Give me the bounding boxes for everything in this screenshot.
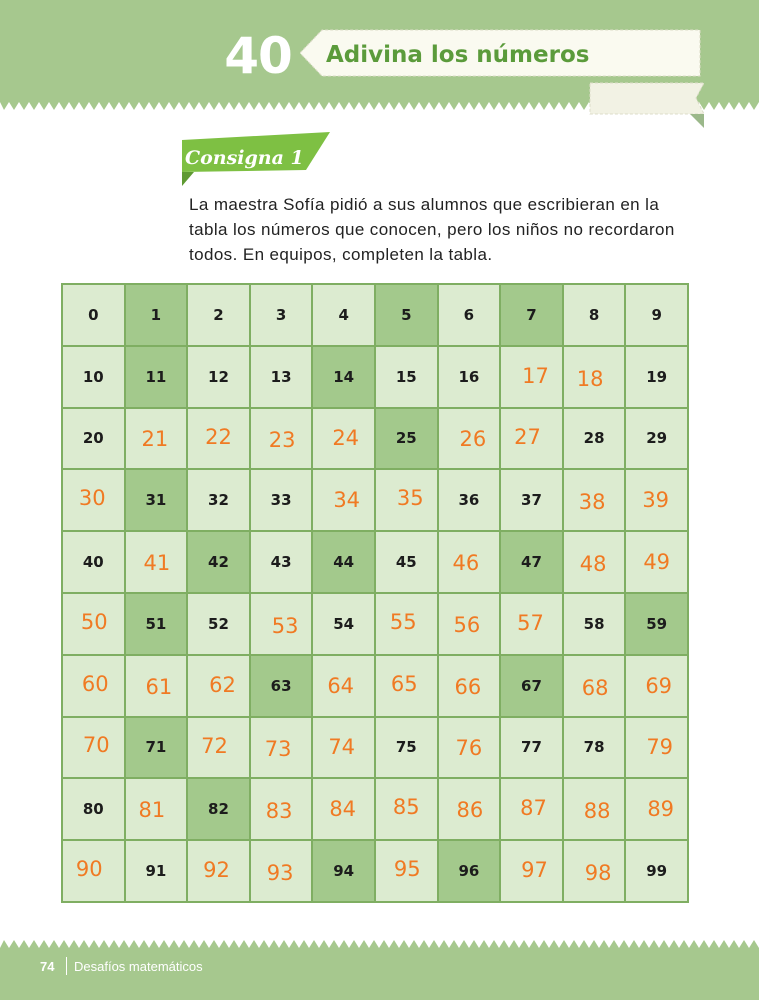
handwritten-number-cell xyxy=(626,718,687,778)
footer-separator xyxy=(66,957,67,975)
handwritten-number-cell xyxy=(564,532,625,592)
printed-number-cell xyxy=(126,470,187,530)
cell-number: 99 xyxy=(646,862,668,881)
handwritten-number-cell xyxy=(626,470,687,530)
handwritten-number-cell xyxy=(313,779,374,839)
cell-number: 19 xyxy=(646,367,668,386)
cell-number: 91 xyxy=(145,862,167,881)
instructions-text: La maestra Sofía pidió a sus alumnos que escribieran en la tabla los números que conocen, pero los niños no recordaron todos. En equipos, completen la tabla. xyxy=(189,195,675,264)
cell-number: 30 xyxy=(78,486,106,511)
handwritten-number-cell xyxy=(626,779,687,839)
handwritten-number-cell xyxy=(126,409,187,469)
lesson-number: 40 xyxy=(224,27,292,85)
cell-number: 1 xyxy=(150,305,162,324)
printed-number-cell xyxy=(626,409,687,469)
cell-number: 64 xyxy=(327,673,355,698)
cell-number: 23 xyxy=(268,428,296,453)
handwritten-number-cell xyxy=(564,656,625,716)
handwritten-number-cell xyxy=(564,347,625,407)
printed-number-cell xyxy=(188,285,249,345)
handwritten-number-cell xyxy=(439,718,500,778)
handwritten-number-cell xyxy=(313,718,374,778)
printed-number-cell xyxy=(439,285,500,345)
cell-number: 72 xyxy=(201,734,228,759)
printed-number-cell xyxy=(63,409,124,469)
handwritten-number-cell xyxy=(63,718,124,778)
handwritten-number-cell xyxy=(439,594,500,654)
cell-number: 98 xyxy=(584,861,612,886)
cell-number: 90 xyxy=(75,857,103,882)
cell-number: 88 xyxy=(583,799,611,824)
handwritten-number-cell xyxy=(439,656,500,716)
cell-number: 22 xyxy=(205,425,232,450)
printed-number-cell xyxy=(626,841,687,901)
printed-number-cell xyxy=(63,285,124,345)
cell-number: 87 xyxy=(520,796,547,821)
cell-number: 78 xyxy=(583,738,605,757)
cell-number: 7 xyxy=(526,305,537,324)
cell-number: 29 xyxy=(646,429,668,448)
printed-number-cell xyxy=(126,841,187,901)
cell-number: 97 xyxy=(521,858,548,883)
cell-number: 28 xyxy=(583,429,605,448)
cell-number: 47 xyxy=(521,553,542,572)
book-title: Desafíos matemáticos xyxy=(74,959,203,974)
cell-number: 66 xyxy=(454,674,482,699)
handwritten-number-cell xyxy=(376,470,437,530)
cell-number: 51 xyxy=(145,614,167,633)
cell-number: 32 xyxy=(208,491,229,510)
printed-number-cell xyxy=(63,532,124,592)
handwritten-number-cell xyxy=(564,779,625,839)
cell-number: 69 xyxy=(645,673,673,698)
cell-number: 4 xyxy=(338,305,349,324)
printed-number-cell xyxy=(626,285,687,345)
printed-number-cell xyxy=(439,841,500,901)
cell-number: 42 xyxy=(208,553,229,572)
cell-number: 8 xyxy=(588,305,600,324)
cell-number: 89 xyxy=(647,797,675,822)
cell-number: 43 xyxy=(270,553,292,572)
handwritten-number-cell xyxy=(439,409,500,469)
printed-number-cell xyxy=(564,594,625,654)
cell-number: 81 xyxy=(138,798,166,823)
cell-number: 54 xyxy=(333,614,355,633)
cell-number: 11 xyxy=(145,367,167,386)
handwritten-number-cell xyxy=(501,841,562,901)
cell-number: 68 xyxy=(581,675,609,700)
cell-number: 0 xyxy=(88,305,99,324)
cell-number: 12 xyxy=(208,367,229,386)
printed-number-cell xyxy=(439,470,500,530)
page-number: 74 xyxy=(40,959,55,974)
cell-number: 21 xyxy=(141,427,169,452)
handwritten-number-cell xyxy=(439,779,500,839)
cell-number: 24 xyxy=(332,426,360,451)
handwritten-number-cell xyxy=(564,841,625,901)
cell-number: 62 xyxy=(209,672,236,697)
cell-number: 60 xyxy=(81,671,109,696)
cell-number: 5 xyxy=(401,305,412,324)
printed-number-cell xyxy=(313,594,374,654)
cell-number: 25 xyxy=(395,429,417,448)
handwritten-number-cell xyxy=(63,841,124,901)
handwritten-number-cell xyxy=(564,470,625,530)
handwritten-number-cell xyxy=(251,718,312,778)
printed-number-cell xyxy=(376,285,437,345)
cell-number: 10 xyxy=(82,367,104,386)
printed-number-cell xyxy=(376,347,437,407)
handwritten-number-cell xyxy=(501,347,562,407)
printed-number-cell xyxy=(313,841,374,901)
cell-number: 92 xyxy=(203,858,230,883)
printed-number-cell xyxy=(126,718,187,778)
cell-number: 40 xyxy=(82,553,104,572)
printed-number-cell xyxy=(188,779,249,839)
handwritten-number-cell xyxy=(188,409,249,469)
printed-number-cell xyxy=(376,409,437,469)
handwritten-number-cell xyxy=(439,532,500,592)
cell-number: 93 xyxy=(266,861,294,886)
printed-number-cell xyxy=(501,285,562,345)
cell-number: 38 xyxy=(578,490,606,515)
cell-number: 82 xyxy=(208,800,229,819)
printed-number-cell xyxy=(251,656,312,716)
handwritten-number-cell xyxy=(251,409,312,469)
cell-number: 75 xyxy=(395,738,417,757)
cell-number: 49 xyxy=(643,550,671,575)
cell-number: 52 xyxy=(208,614,229,633)
printed-number-cell xyxy=(126,347,187,407)
cell-number: 33 xyxy=(270,491,292,510)
cell-number: 41 xyxy=(143,551,171,576)
cell-number: 50 xyxy=(80,609,108,634)
printed-number-cell xyxy=(251,532,312,592)
handwritten-number-cell xyxy=(63,470,124,530)
printed-number-cell xyxy=(501,656,562,716)
handwritten-number-cell xyxy=(188,841,249,901)
cell-number: 84 xyxy=(329,797,357,822)
cell-number: 86 xyxy=(456,798,484,823)
cell-number: 46 xyxy=(452,551,480,576)
handwritten-number-cell xyxy=(501,409,562,469)
cell-number: 79 xyxy=(646,735,674,760)
cell-number: 59 xyxy=(646,614,668,633)
numbers-table xyxy=(61,283,689,903)
cell-number: 2 xyxy=(213,305,224,324)
printed-number-cell xyxy=(564,285,625,345)
cell-number: 76 xyxy=(455,736,483,761)
cell-number: 45 xyxy=(395,553,417,572)
cell-number: 16 xyxy=(458,367,480,386)
cell-number: 27 xyxy=(514,425,541,450)
cell-number: 83 xyxy=(265,799,293,824)
cell-number: 71 xyxy=(145,738,167,757)
cell-number: 65 xyxy=(390,671,418,696)
handwritten-number-cell xyxy=(126,532,187,592)
printed-number-cell xyxy=(501,718,562,778)
printed-number-cell xyxy=(501,470,562,530)
printed-number-cell xyxy=(626,347,687,407)
cell-number: 57 xyxy=(517,610,544,635)
handwritten-number-cell xyxy=(188,656,249,716)
cell-number: 15 xyxy=(395,367,417,386)
printed-number-cell xyxy=(626,594,687,654)
printed-number-cell xyxy=(501,532,562,592)
handwritten-number-cell xyxy=(376,656,437,716)
cell-number: 44 xyxy=(333,553,355,572)
cell-number: 58 xyxy=(583,614,605,633)
printed-number-cell xyxy=(63,347,124,407)
handwritten-number-cell xyxy=(376,779,437,839)
printed-number-cell xyxy=(63,779,124,839)
handwritten-number-cell xyxy=(251,779,312,839)
printed-number-cell xyxy=(439,347,500,407)
handwritten-number-cell xyxy=(626,656,687,716)
printed-number-cell xyxy=(251,347,312,407)
handwritten-number-cell xyxy=(626,532,687,592)
printed-number-cell xyxy=(251,470,312,530)
handwritten-number-cell xyxy=(313,470,374,530)
handwritten-number-cell xyxy=(501,594,562,654)
cell-number: 67 xyxy=(521,676,542,695)
handwritten-number-cell xyxy=(376,841,437,901)
cell-number: 77 xyxy=(521,738,542,757)
printed-number-cell xyxy=(126,285,187,345)
printed-number-cell xyxy=(376,718,437,778)
cell-number: 6 xyxy=(463,305,475,324)
cell-number: 13 xyxy=(270,367,292,386)
printed-number-cell xyxy=(376,532,437,592)
handwritten-number-cell xyxy=(251,594,312,654)
printed-number-cell xyxy=(313,347,374,407)
printed-number-cell xyxy=(313,532,374,592)
handwritten-number-cell xyxy=(313,656,374,716)
cell-number: 17 xyxy=(522,363,549,388)
consigna-label: Consigna 1 xyxy=(185,147,304,169)
cell-number: 34 xyxy=(333,488,361,513)
cell-number: 3 xyxy=(275,305,287,324)
cell-number: 35 xyxy=(396,486,424,511)
cell-number: 94 xyxy=(333,862,355,881)
printed-number-cell xyxy=(564,409,625,469)
cell-number: 31 xyxy=(145,491,167,510)
handwritten-number-cell xyxy=(313,409,374,469)
handwritten-number-cell xyxy=(188,718,249,778)
cell-number: 56 xyxy=(453,612,481,637)
handwritten-number-cell xyxy=(126,656,187,716)
cell-number: 80 xyxy=(82,800,104,819)
cell-number: 36 xyxy=(458,491,480,510)
handwritten-number-cell xyxy=(126,779,187,839)
cell-number: 26 xyxy=(459,427,487,452)
cell-number: 18 xyxy=(576,366,604,391)
printed-number-cell xyxy=(188,532,249,592)
cell-number: 70 xyxy=(82,733,110,758)
handwritten-number-cell xyxy=(251,841,312,901)
printed-number-cell xyxy=(188,470,249,530)
cell-number: 95 xyxy=(393,857,421,882)
cell-number: 39 xyxy=(642,488,670,513)
handwritten-number-cell xyxy=(376,594,437,654)
cell-number: 61 xyxy=(145,674,173,699)
handwritten-number-cell xyxy=(63,656,124,716)
lesson-title: Adivina los números xyxy=(326,42,590,68)
cell-number: 48 xyxy=(579,552,607,577)
cell-number: 20 xyxy=(82,429,104,448)
printed-number-cell xyxy=(251,285,312,345)
printed-number-cell xyxy=(126,594,187,654)
printed-number-cell xyxy=(188,347,249,407)
printed-number-cell xyxy=(188,594,249,654)
cell-number: 96 xyxy=(458,862,480,881)
cell-number: 53 xyxy=(271,613,299,638)
cell-number: 73 xyxy=(264,737,292,762)
printed-number-cell xyxy=(564,718,625,778)
cell-number: 9 xyxy=(651,305,662,324)
handwritten-number-cell xyxy=(63,594,124,654)
cell-number: 74 xyxy=(328,735,356,760)
cell-number: 55 xyxy=(389,609,417,634)
handwritten-number-cell xyxy=(501,779,562,839)
cell-number: 37 xyxy=(521,491,542,510)
printed-number-cell xyxy=(313,285,374,345)
cell-number: 85 xyxy=(392,795,420,820)
cell-number: 14 xyxy=(333,367,355,386)
cell-number: 63 xyxy=(270,676,292,695)
